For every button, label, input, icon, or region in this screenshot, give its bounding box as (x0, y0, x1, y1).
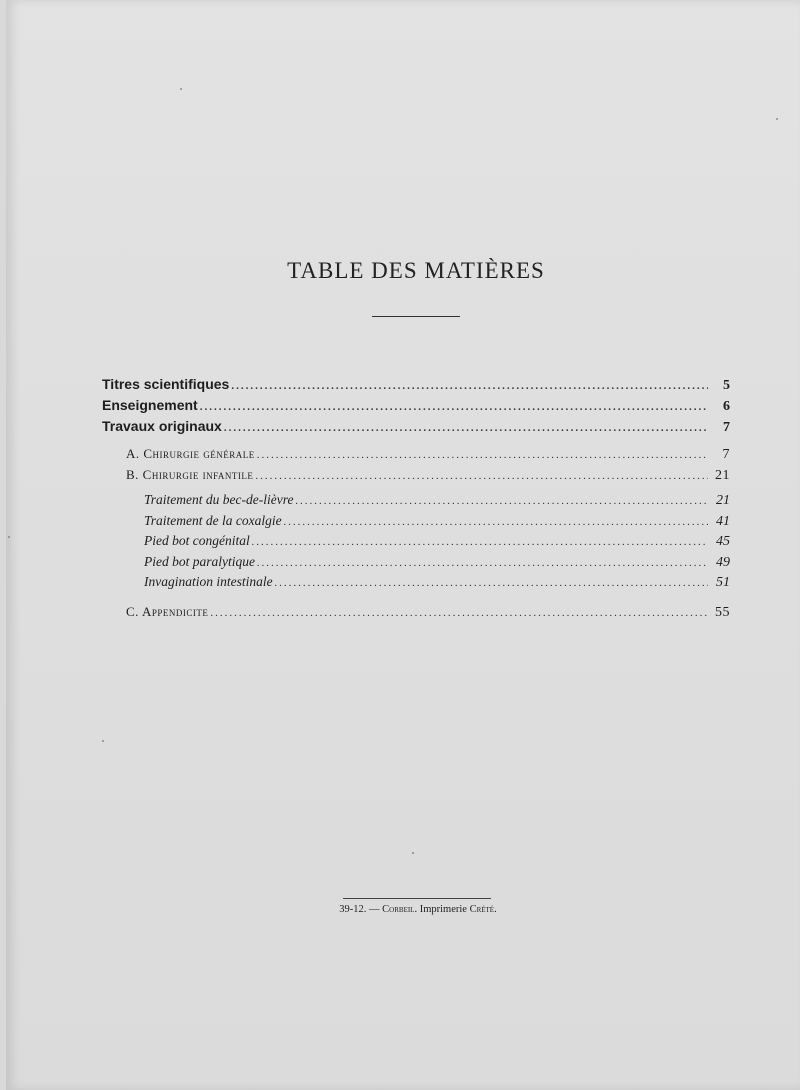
toc-entry-label: C. Appendicite (126, 603, 209, 619)
leader-dots (224, 418, 708, 439)
paper-speck (102, 740, 104, 742)
toc-entry-label: Pied bot paralytique (144, 553, 255, 569)
toc-entry-label: Titres scientifiques (102, 376, 230, 392)
leader-dots (252, 532, 708, 553)
title-rule (372, 316, 460, 317)
toc-entry-enseignement[interactable] (102, 395, 730, 416)
toc-entry-page: 7 (723, 420, 730, 435)
toc-entry-label: B. Chirurgie infantile (126, 467, 254, 482)
leader-dots (231, 376, 708, 397)
leader-dots (295, 491, 708, 512)
imprint-city: Corbeil. (382, 904, 418, 915)
leader-dots (275, 573, 708, 594)
toc-entry-appendicite[interactable] (102, 601, 730, 622)
imprint-dash: — (369, 904, 380, 915)
table-of-contents (102, 374, 730, 622)
printer-imprint (6, 904, 800, 915)
toc-entry-label: A. Chirurgie générale (126, 446, 255, 461)
page-title: TABLE DES MATIÈRES (287, 258, 545, 283)
leader-dots (257, 445, 708, 466)
leader-dots (257, 553, 708, 574)
toc-entry-page: 45 (716, 534, 730, 550)
leader-dots (210, 603, 708, 624)
toc-entry-chirurgie-generale[interactable] (102, 443, 730, 464)
paper-speck (180, 88, 182, 90)
leader-dots (200, 397, 708, 418)
paper-speck (8, 536, 10, 538)
paper-speck (776, 118, 778, 120)
toc-entry-page: 49 (716, 554, 730, 570)
document-page (6, 0, 800, 1090)
toc-entry-bec-de-lievre[interactable] (102, 490, 730, 511)
toc-entry-travaux-originaux[interactable] (102, 416, 730, 437)
toc-entry-label: Invagination intestinale (144, 574, 273, 590)
toc-entry-coxalgie[interactable] (102, 511, 730, 532)
toc-entry-page: 55 (715, 604, 730, 620)
toc-entry-page: 21 (716, 493, 730, 508)
toc-entry-page: 51 (716, 575, 730, 591)
leader-dots (284, 512, 708, 533)
toc-entry-label: Travaux originaux (102, 418, 222, 434)
footer-rule (343, 898, 491, 899)
toc-entry-chirurgie-infantile[interactable] (102, 464, 730, 485)
toc-entry-label: Enseignement (102, 397, 198, 413)
toc-entry-label: Pied bot congénital (144, 533, 250, 549)
toc-entry-label: Traitement du bec-de-lièvre (144, 492, 294, 507)
toc-entry-pied-bot-congenital[interactable] (102, 531, 730, 552)
leader-dots (255, 466, 708, 487)
toc-entry-page: 6 (723, 399, 730, 414)
imprint-printer: Imprimerie (419, 904, 467, 915)
imprint-printer-name: Crété. (469, 904, 497, 915)
imprint-code: 39-12. (339, 904, 367, 915)
toc-entry-invagination-intestinale[interactable] (102, 572, 730, 593)
toc-entry-page: 5 (723, 378, 730, 393)
toc-entry-page: 21 (715, 468, 730, 483)
paper-speck (412, 852, 414, 854)
toc-entry-page: 41 (716, 513, 730, 529)
toc-entry-pied-bot-paralytique[interactable] (102, 552, 730, 573)
toc-entry-titres-scientifiques[interactable] (102, 374, 730, 395)
toc-entry-page: 7 (722, 447, 730, 462)
toc-entry-label: Traitement de la coxalgie (144, 512, 282, 528)
